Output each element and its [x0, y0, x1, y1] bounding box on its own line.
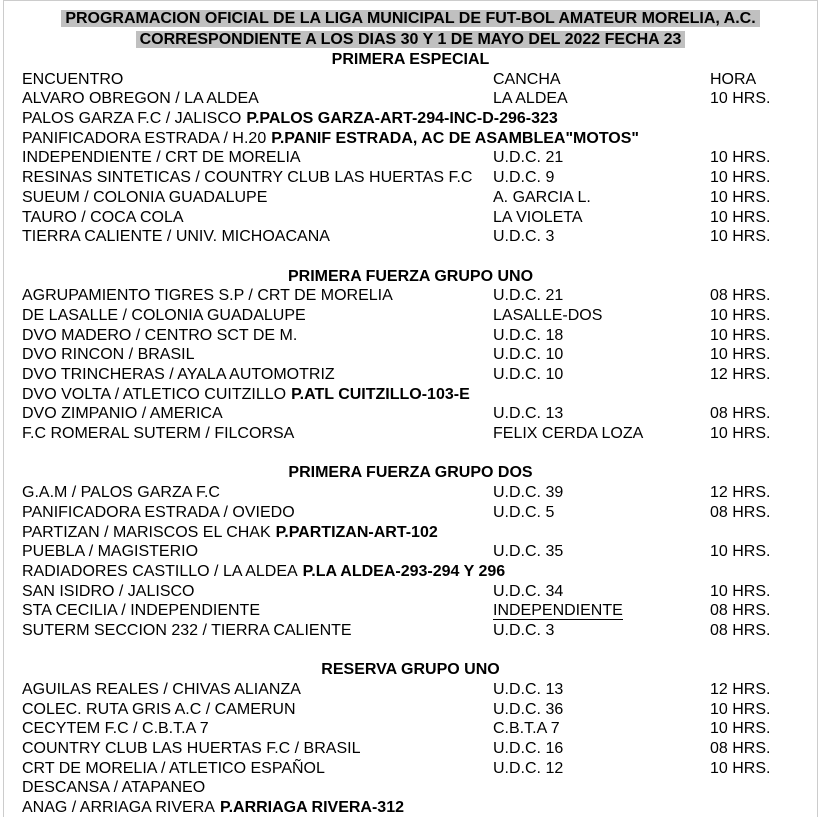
match-teams-text: ANAG / ARRIAGA RIVERA	[22, 799, 215, 817]
match-teams-text: DVO TRINCHERAS / AYALA AUTOMOTRIZ	[22, 366, 335, 383]
match-teams-text: ALVARO OBREGON / LA ALDEA	[22, 90, 259, 108]
match-teams-cell	[22, 719, 209, 739]
match-cancha-cell	[493, 601, 623, 621]
match-row	[4, 227, 817, 247]
match-teams-text: AGRUPAMIENTO TIGRES S.P / CRT DE MORELIA	[22, 287, 393, 305]
match-hora-text: 10 HRS.	[710, 90, 771, 108]
match-row	[4, 483, 817, 503]
match-cancha-text: U.D.C. 34	[493, 582, 564, 600]
highlighted-title-text-2: CORRESPONDIENTE A LOS DIAS 30 Y 1 DE MAYO DEL 2022 FECHA 23	[136, 31, 686, 48]
match-hora-text: 10 HRS.	[710, 188, 771, 206]
match-hora-text: 08 HRS.	[710, 621, 771, 639]
match-row	[4, 542, 817, 562]
match-note-text: P.ATL CUITZILLO-103-E	[291, 385, 470, 403]
match-hora-text: 10 HRS.	[710, 208, 771, 226]
match-teams-text: COLEC. RUTA GRIS A.C / CAMERUN	[22, 700, 296, 718]
match-hora-text: 12 HRS.	[710, 366, 771, 383]
match-cancha-text: INDEPENDIENTE	[493, 602, 623, 620]
match-hora-text: 08 HRS.	[710, 740, 771, 758]
match-cancha-text: U.D.C. 13	[493, 681, 564, 698]
match-teams-text: CRT DE MORELIA / ATLETICO ESPAÑOL	[22, 759, 325, 777]
match-teams-cell	[22, 483, 220, 503]
section-title	[4, 50, 817, 70]
match-teams-cell	[22, 385, 470, 405]
column-header-cancha: CANCHA	[493, 70, 561, 88]
match-row	[4, 680, 817, 700]
match-row	[4, 424, 817, 444]
match-hora-text: 12 HRS.	[710, 681, 771, 698]
match-teams-cell	[22, 700, 296, 720]
match-cancha-text: U.D.C. 10	[493, 366, 564, 383]
match-row	[4, 700, 817, 720]
match-row	[4, 523, 817, 543]
match-row	[4, 759, 817, 779]
match-teams-cell	[22, 778, 205, 798]
match-teams-cell	[22, 601, 260, 621]
match-row	[4, 129, 817, 149]
document-page	[3, 0, 818, 817]
match-teams-cell	[22, 582, 194, 602]
match-teams-cell	[22, 89, 259, 109]
match-hora-text: 10 HRS.	[710, 425, 771, 443]
match-teams-text: TAURO / COCA COLA	[22, 208, 184, 226]
match-row	[4, 109, 817, 129]
match-row	[4, 621, 817, 641]
match-teams-cell	[22, 109, 558, 129]
match-teams-text: COUNTRY CLUB LAS HUERTAS F.C / BRASIL	[22, 740, 361, 758]
match-row	[4, 562, 817, 582]
match-teams-text: DVO RINCON / BRASIL	[22, 346, 195, 364]
match-teams-cell	[22, 188, 267, 208]
document-title-line-1	[4, 8, 817, 29]
sections-container	[4, 50, 817, 818]
match-hora-text: 10 HRS.	[710, 149, 771, 167]
match-cancha-text: U.D.C. 18	[493, 326, 564, 344]
match-teams-cell	[22, 542, 198, 562]
match-teams-cell	[22, 621, 352, 641]
match-row	[4, 306, 817, 326]
match-teams-text: SUEUM / COLONIA GUADALUPE	[22, 188, 268, 206]
match-teams-text: G.A.M / PALOS GARZA F.C	[22, 484, 220, 502]
match-teams-cell	[22, 326, 297, 346]
match-cancha-text: LA ALDEA	[493, 90, 568, 108]
match-row	[4, 208, 817, 228]
match-teams-cell	[22, 562, 505, 582]
match-hora-text: 10 HRS.	[710, 720, 771, 738]
section-title	[4, 463, 817, 483]
match-row	[4, 326, 817, 346]
match-teams-text: F.C ROMERAL SUTERM / FILCORSA	[22, 425, 295, 443]
match-row	[4, 89, 817, 109]
match-teams-cell	[22, 168, 472, 188]
match-teams-text: SAN ISIDRO / JALISCO	[22, 582, 195, 600]
match-teams-cell	[22, 404, 223, 424]
match-cancha-text: U.D.C. 3	[493, 621, 555, 639]
match-teams-cell	[22, 345, 194, 365]
match-teams-text: CECYTEM F.C / C.B.T.A 7	[22, 720, 209, 738]
match-row	[4, 365, 817, 385]
match-note-text: P.PARTIZAN-ART-102	[275, 523, 438, 541]
match-teams-text: AGUILAS REALES / CHIVAS ALIANZA	[22, 681, 301, 698]
match-teams-text: RESINAS SINTETICAS / COUNTRY CLUB LAS HUERTAS F.C	[22, 169, 473, 187]
match-teams-cell	[22, 759, 325, 779]
match-hora-text: 10 HRS.	[710, 346, 771, 364]
match-cancha-text: FELIX CERDA LOZA	[493, 425, 644, 443]
match-teams-text: DVO VOLTA / ATLETICO CUITZILLO	[22, 385, 287, 403]
match-teams-cell	[22, 148, 301, 168]
match-hora-text: 08 HRS.	[710, 503, 771, 521]
match-teams-cell	[22, 306, 306, 326]
match-row	[4, 778, 817, 798]
section-title-text: PRIMERA FUERZA GRUPO DOS	[288, 464, 533, 482]
match-teams-cell	[22, 503, 295, 523]
match-row	[4, 719, 817, 739]
match-hora-text: 10 HRS.	[710, 700, 771, 718]
match-teams-cell	[22, 129, 639, 149]
match-hora-text: 08 HRS.	[710, 405, 771, 423]
match-row	[4, 601, 817, 621]
match-teams-text: PARTIZAN / MARISCOS EL CHAK	[22, 523, 271, 541]
match-cancha-text: A. GARCIA L.	[493, 188, 591, 206]
match-teams-cell	[22, 286, 393, 306]
section-title-text: RESERVA GRUPO UNO	[321, 661, 500, 679]
section-title-text: PRIMERA ESPECIAL	[331, 51, 490, 68]
match-teams-text: DESCANSA / ATAPANEO	[22, 779, 206, 797]
blank-line	[4, 247, 817, 267]
match-hora-text: 10 HRS.	[710, 228, 771, 246]
section-title-text: PRIMERA FUERZA GRUPO UNO	[287, 267, 534, 285]
match-row	[4, 385, 817, 405]
match-row	[4, 582, 817, 602]
match-note-text: P.LA ALDEA-293-294 Y 296	[302, 562, 506, 580]
match-note-text: P.PALOS GARZA-ART-294-INC-D-296-323	[246, 110, 558, 128]
match-cancha-text: U.D.C. 12	[493, 759, 564, 777]
document-title-block	[4, 1, 817, 50]
match-teams-text: SUTERM SECCION 232 / TIERRA CALIENTE	[22, 621, 352, 639]
match-cancha-text: U.D.C. 21	[493, 287, 564, 305]
match-cancha-text: U.D.C. 10	[493, 346, 564, 364]
match-teams-cell	[22, 523, 438, 543]
match-teams-text: DE LASALLE / COLONIA GUADALUPE	[22, 306, 306, 324]
match-row	[4, 404, 817, 424]
match-teams-text: PANIFICADORA ESTRADA / H.20	[22, 129, 267, 147]
match-hora-text: 10 HRS.	[710, 326, 771, 344]
match-row	[4, 739, 817, 759]
match-row	[4, 286, 817, 306]
match-hora-text: 10 HRS.	[710, 169, 771, 187]
match-teams-text: STA CECILIA / INDEPENDIENTE	[22, 602, 260, 620]
match-cancha-text: LA VIOLETA	[493, 208, 583, 226]
match-teams-cell	[22, 798, 404, 818]
match-teams-text: TIERRA CALIENTE / UNIV. MICHOACANA	[22, 228, 330, 246]
section-title	[4, 267, 817, 287]
match-hora-text: 10 HRS.	[710, 759, 771, 777]
column-header-row	[4, 70, 817, 90]
match-cancha-text: U.D.C. 13	[493, 405, 564, 423]
match-teams-cell	[22, 424, 294, 444]
blank-line	[4, 444, 817, 464]
match-cancha-text: U.D.C. 9	[493, 169, 555, 187]
match-note-text: P.PANIF ESTRADA, AC DE ASAMBLEA"MOTOS"	[271, 129, 640, 147]
match-row	[4, 188, 817, 208]
match-note-text: P.ARRIAGA RIVERA-312	[219, 799, 404, 817]
match-teams-text: PUEBLA / MAGISTERIO	[22, 543, 199, 561]
match-cancha-text: U.D.C. 36	[493, 700, 564, 718]
match-teams-cell	[22, 365, 335, 385]
match-cancha-text: U.D.C. 35	[493, 543, 564, 561]
match-row	[4, 345, 817, 365]
match-hora-text: 08 HRS.	[710, 602, 771, 620]
match-teams-text: INDEPENDIENTE / CRT DE MORELIA	[22, 149, 301, 167]
column-header-hora: HORA	[710, 70, 757, 88]
match-hora-text: 10 HRS.	[710, 543, 771, 561]
match-cancha-text: LASALLE-DOS	[493, 306, 603, 324]
match-cancha-text: U.D.C. 39	[493, 484, 564, 502]
match-row	[4, 148, 817, 168]
blank-line	[4, 641, 817, 661]
highlighted-title-text-1: PROGRAMACION OFICIAL DE LA LIGA MUNICIPAL DE FUT-BOL AMATEUR MORELIA, A.C.	[61, 10, 759, 27]
match-teams-cell	[22, 739, 360, 759]
match-row	[4, 503, 817, 523]
match-teams-text: DVO MADERO / CENTRO SCT DE M.	[22, 326, 298, 344]
match-hora-text: 08 HRS.	[710, 287, 771, 305]
document-title-line-2	[4, 29, 817, 50]
match-row	[4, 168, 817, 188]
match-cancha-text: U.D.C. 16	[493, 740, 564, 758]
match-teams-text: PALOS GARZA F.C / JALISCO	[22, 110, 242, 128]
match-teams-text: PANIFICADORA ESTRADA / OVIEDO	[22, 503, 295, 521]
column-header-encuentro: ENCUENTRO	[22, 70, 124, 88]
match-hora-text: 12 HRS.	[710, 484, 771, 502]
match-cancha-text: U.D.C. 3	[493, 228, 555, 246]
match-hora-text: 10 HRS.	[710, 306, 771, 324]
match-teams-cell	[22, 680, 301, 700]
match-hora-text: 10 HRS.	[710, 582, 771, 600]
match-cancha-text: U.D.C. 21	[493, 149, 564, 167]
match-teams-cell	[22, 208, 184, 228]
match-teams-cell	[22, 227, 330, 247]
match-cancha-text: U.D.C. 5	[493, 503, 555, 521]
match-teams-text: DVO ZIMPANIO / AMERICA	[22, 405, 223, 423]
match-cancha-text: C.B.T.A 7	[493, 720, 560, 738]
match-row	[4, 798, 817, 818]
section-title	[4, 660, 817, 680]
match-teams-text: RADIADORES CASTILLO / LA ALDEA	[22, 562, 298, 580]
